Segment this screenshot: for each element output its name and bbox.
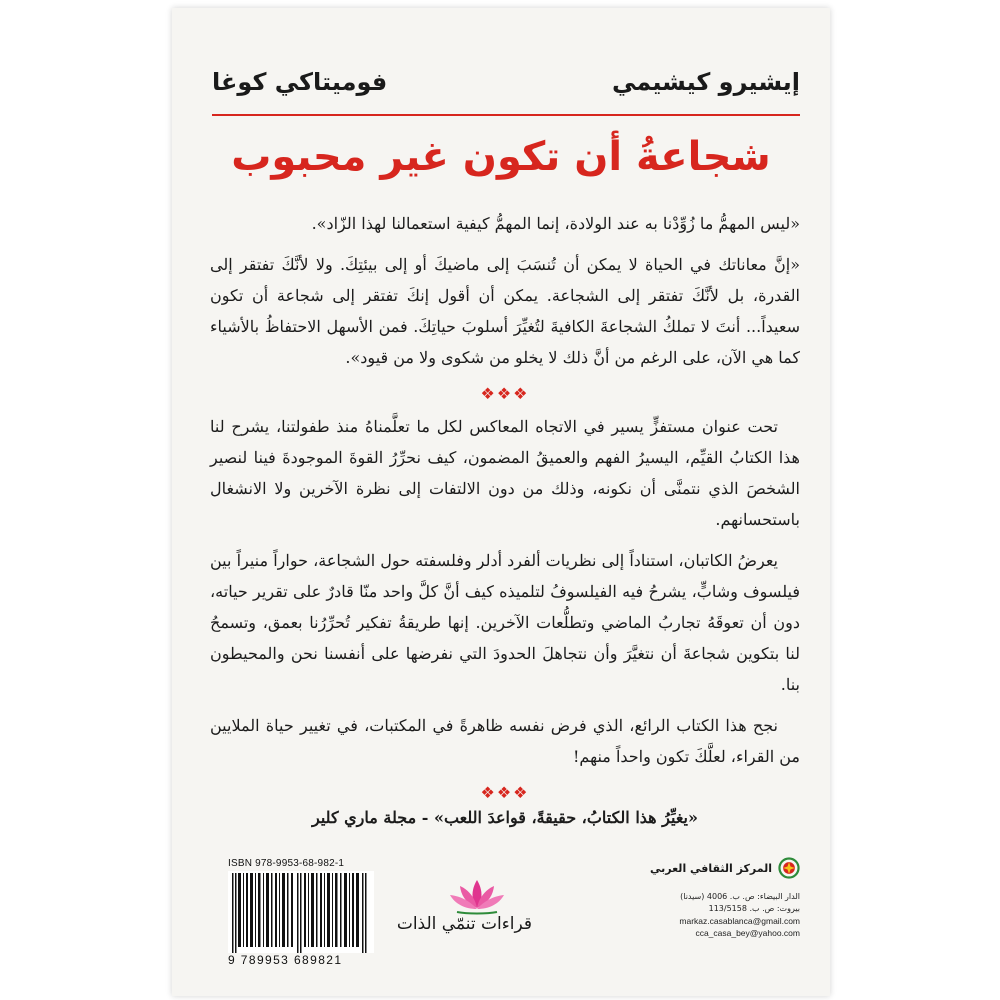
barcode-digits: 9 789953 689821 [228, 953, 343, 967]
publisher-name: المركز الثقافي العربي [650, 861, 772, 875]
publisher-block [650, 853, 800, 939]
authors [212, 68, 800, 108]
author-name-left: فوميتاكي كوغا [212, 68, 388, 96]
barcode-icon [228, 871, 374, 953]
book-title: شجاعةُ أن تكون غير محبوب [231, 134, 771, 180]
isbn-label: ISBN 978-9953-68-982-1 [228, 858, 345, 869]
blurb-paragraph: «ليس المهمُّ ما زُوِّدْنا به عند الولادة، إنما المهمُّ كيفية استعمالنا لهذا الزّاد». [311, 214, 800, 233]
blurb-paragraph: تحت عنوان مستفزٍّ يسير في الاتجاه المعاكس لكل ما تعلَّمناهُ منذ طفولتنا، يشرح لنا هذا الكتابُ القيِّم، اليسيرُ الفهم والعميقُ المضمون، كيف نحرِّرُ القوةَ الموجودةَ فينا لنصير الشخصَ الذي نتمنَّى أن نكونه، وذلك من دون الالتفات إلى نظرة الآخرين ولا الانشغال باستحسانهم. [210, 417, 800, 529]
blurb-paragraph: نجح هذا الكتاب الرائع، الذي فرض نفسه ظاهرةً في المكتبات، في تغيير حياة الملايين من القراء، لعلَّكَ تكون واحداً منهم! [210, 716, 800, 766]
publisher-email: cca_casa_bey@yahoo.com [695, 928, 800, 938]
blurb-text [210, 208, 800, 810]
publisher-address: بيروت: ص. ب. 113/5158 [708, 904, 800, 913]
ornament-separator: ❖❖❖ [480, 384, 530, 403]
book-back-cover [172, 8, 830, 996]
series-logo-block [396, 876, 532, 934]
author-name-right: إيشيرو كيشيمي [611, 68, 800, 96]
publisher-address: الدار البيضاء: ص. ب. 4006 (سيدنا) [680, 892, 800, 901]
publisher-email: markaz.casablanca@gmail.com [679, 916, 800, 926]
blurb-paragraph: «إنَّ معاناتك في الحياة لا يمكن أن تُنسَبَ إلى ماضيكَ أو إلى بيئتِكَ. ولا لأنَّكَ تفتقر إلى القدرة، بل لأنَّكَ تفتقر إلى الشجاعة. يمكن أن أقول إنكَ تفتقر إلى شجاعة أن تكون سعيداً... أنتَ لا تملكُ الشجاعةَ الكافيةَ لتُغيِّرَ أسلوبَ حياتِكَ. فمن الأسهل الاحتفاظُ بالأشياء كما هي الآن، على الرغم من أنَّ ذلك لا يخلو من شكوى ولا من قيود». [210, 255, 800, 367]
review-quote: «يغيِّرُ هذا الكتابُ، حقيقةً، قواعدَ اللعب» - مجلة ماري كلير [311, 808, 698, 827]
publisher-header [650, 853, 800, 883]
blurb-paragraph: يعرضُ الكاتبان، استناداً إلى نظريات ألفرد أدلر وفلسفته حول الشجاعة، حواراً منيراً بين فيلسوف وشابٍّ، يشرحُ فيه الفيلسوفُ لتلميذه كيف أنَّ كلَّ واحد منّا قادرٌ على تقرير حياته، دون أن تعوقَهُ تجاربُ الماضي وتطلُّعات الآخرين. إنها طريقةُ تفكير تُحرِّرُنا بعمق، وتسمحُ لنا بتكوين شجاعةَ أن نتغيَّرَ وأن نتجاهلَ الحدودَ التي نفرضها على أنفسنا نحن والمحيطون بنا. [210, 551, 800, 694]
series-name: قراءات تنمّي الذات [396, 914, 532, 934]
ornament-separator: ❖❖❖ [480, 783, 530, 802]
lotus-icon [445, 876, 509, 916]
title-divider [212, 114, 800, 116]
isbn-barcode [228, 858, 378, 967]
publisher-logo-icon [778, 853, 800, 883]
